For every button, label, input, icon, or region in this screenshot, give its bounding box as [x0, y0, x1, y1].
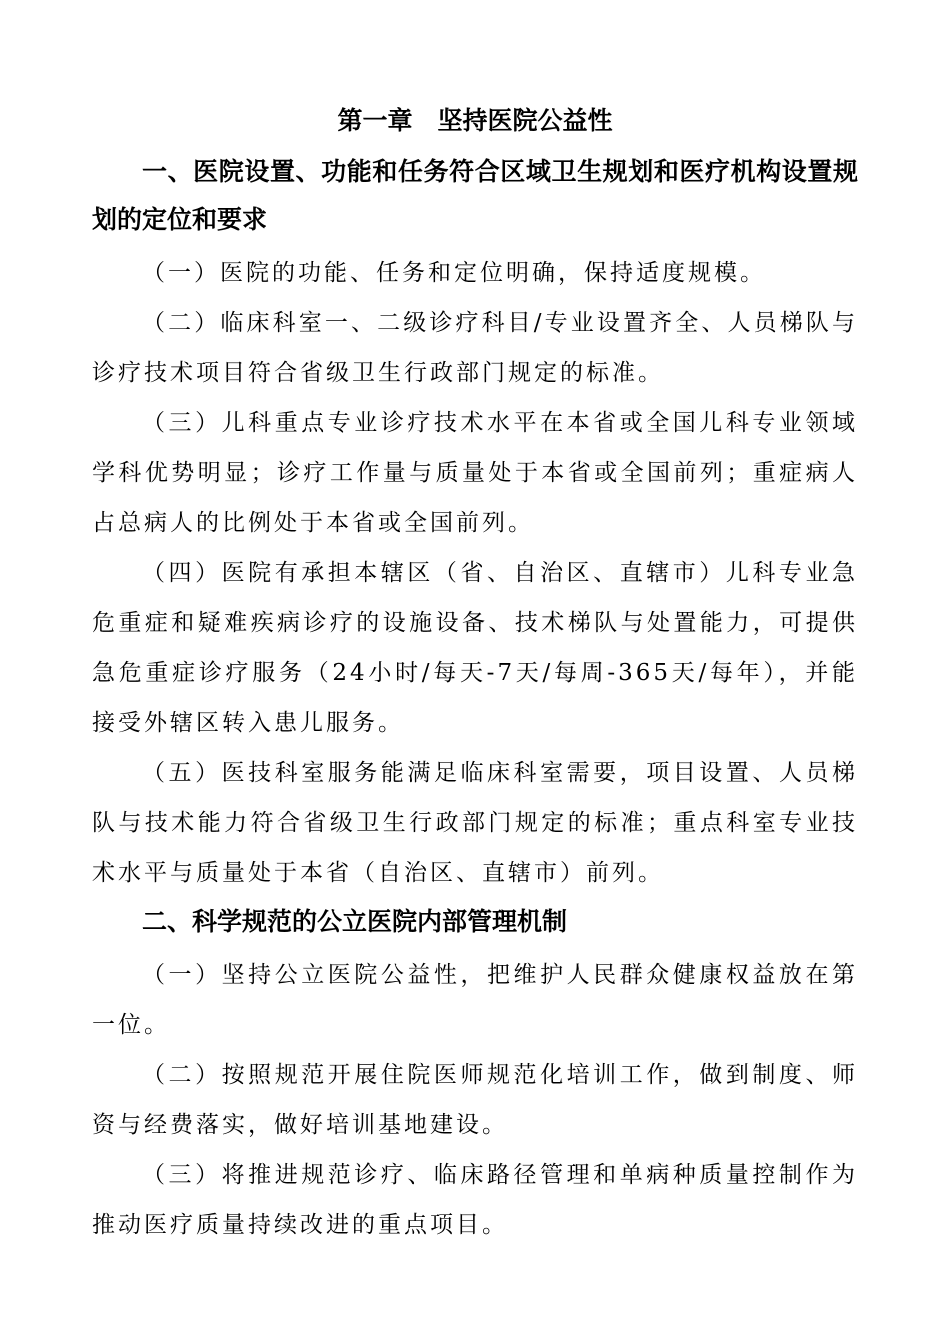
section-1-item-5: （五）医技科室服务能满足临床科室需要，项目设置、人员梯队与技术能力符合省级卫生行政部门规定的标准；重点科室专业技术水平与质量处于本省（自治区、直辖市）前列。: [92, 760, 858, 886]
document-body: [92, 100, 858, 1250]
section-1-item-1: （一）医院的功能、任务和定位明确，保持适度规模。: [142, 260, 766, 286]
section-title-2: 二、科学规范的公立医院内部管理机制: [142, 907, 568, 936]
section-2-item-1: （一）坚持公立医院公益性，把维护人民群众健康权益放在第一位。: [92, 962, 858, 1038]
section-2-item-2: （二）按照规范开展住院医师规范化培训工作，做到制度、师资与经费落实，做好培训基地建设。: [92, 1062, 858, 1138]
section-1-item-2: （二）临床科室一、二级诊疗科目/专业设置齐全、人员梯队与诊疗技术项目符合省级卫生行政部门规定的标准。: [92, 310, 858, 386]
section-1-item-4: （四）医院有承担本辖区（省、自治区、直辖市）儿科专业急危重症和疑难疾病诊疗的设施设备、技术梯队与处置能力，可提供急危重症诊疗服务（24小时/每天-7天/每周-365天/每年），并能接受外辖区转入患儿服务。: [92, 560, 858, 736]
section-title-1: 一、医院设置、功能和任务符合区域卫生规划和医疗机构设置规划的定位和要求: [92, 157, 858, 234]
section-2-item-3: （三）将推进规范诊疗、临床路径管理和单病种质量控制作为推动医疗质量持续改进的重点项目。: [92, 1162, 858, 1238]
section-1-item-3: （三）儿科重点专业诊疗技术水平在本省或全国儿科专业领域学科优势明显；诊疗工作量与质量处于本省或全国前列；重症病人占总病人的比例处于本省或全国前列。: [92, 410, 858, 536]
chapter-title: 第一章 坚持医院公益性: [337, 106, 613, 135]
